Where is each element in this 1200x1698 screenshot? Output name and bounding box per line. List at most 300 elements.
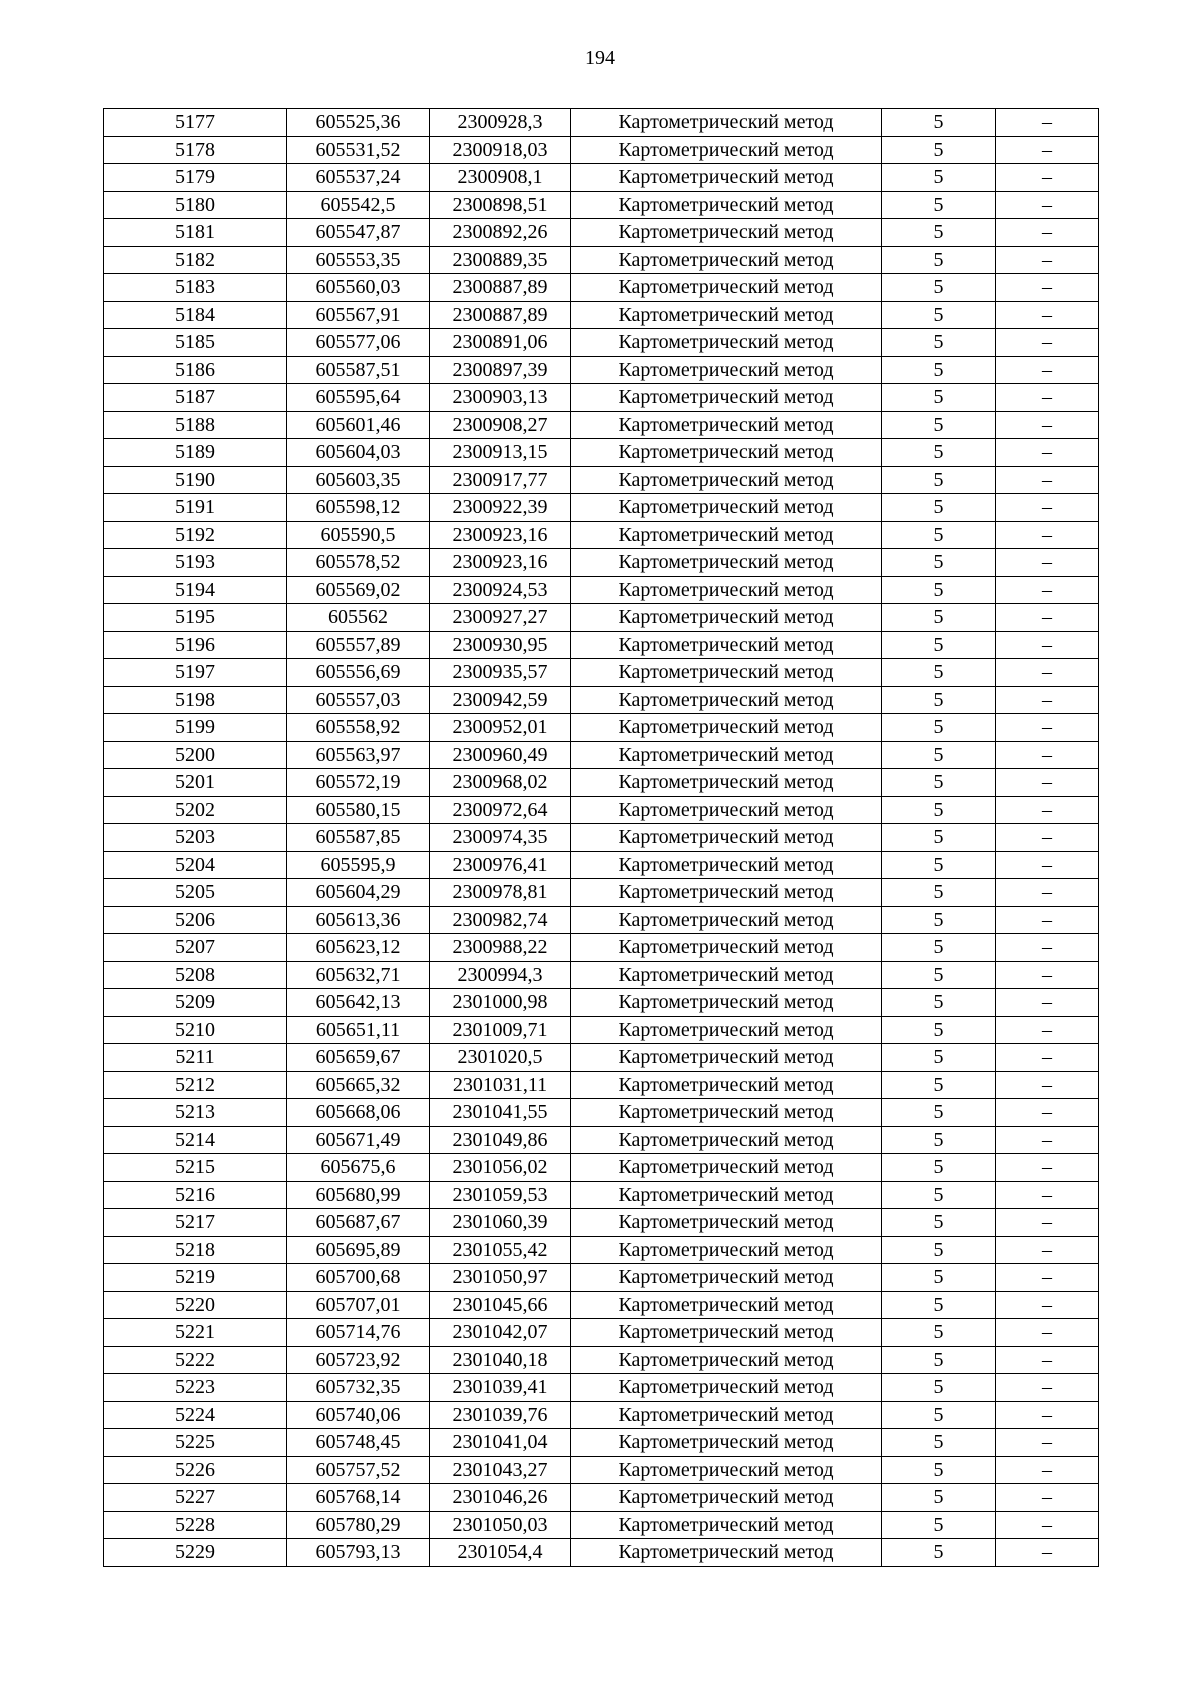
point-number-cell: 5191 (104, 494, 287, 522)
accuracy-cell: 5 (882, 1374, 996, 1402)
y-coordinate-cell: 2300923,16 (430, 521, 571, 549)
method-cell: Картометрический метод (571, 1126, 882, 1154)
table-row (104, 934, 1099, 962)
x-coordinate-cell: 605740,06 (287, 1401, 430, 1429)
y-coordinate-cell: 2300918,03 (430, 136, 571, 164)
x-coordinate-cell: 605587,51 (287, 356, 430, 384)
accuracy-cell: 5 (882, 136, 996, 164)
y-coordinate-cell: 2301046,26 (430, 1484, 571, 1512)
x-coordinate-cell: 605623,12 (287, 934, 430, 962)
accuracy-cell: 5 (882, 686, 996, 714)
point-number-cell: 5188 (104, 411, 287, 439)
accuracy-cell: 5 (882, 1264, 996, 1292)
y-coordinate-cell: 2300908,27 (430, 411, 571, 439)
point-number-cell: 5179 (104, 164, 287, 192)
y-coordinate-cell: 2301060,39 (430, 1209, 571, 1237)
y-coordinate-cell: 2300924,53 (430, 576, 571, 604)
note-cell: – (996, 714, 1099, 742)
method-cell: Картометрический метод (571, 274, 882, 302)
accuracy-cell: 5 (882, 301, 996, 329)
x-coordinate-cell: 605707,01 (287, 1291, 430, 1319)
table-row (104, 164, 1099, 192)
point-number-cell: 5200 (104, 741, 287, 769)
method-cell: Картометрический метод (571, 1016, 882, 1044)
table-row (104, 494, 1099, 522)
accuracy-cell: 5 (882, 521, 996, 549)
x-coordinate-cell: 605601,46 (287, 411, 430, 439)
accuracy-cell: 5 (882, 274, 996, 302)
point-number-cell: 5211 (104, 1044, 287, 1072)
y-coordinate-cell: 2300930,95 (430, 631, 571, 659)
note-cell: – (996, 1291, 1099, 1319)
table-row (104, 466, 1099, 494)
note-cell: – (996, 356, 1099, 384)
y-coordinate-cell: 2300927,27 (430, 604, 571, 632)
y-coordinate-cell: 2300923,16 (430, 549, 571, 577)
method-cell: Картометрический метод (571, 329, 882, 357)
table-row (104, 851, 1099, 879)
accuracy-cell: 5 (882, 879, 996, 907)
y-coordinate-cell: 2300928,3 (430, 109, 571, 137)
point-number-cell: 5202 (104, 796, 287, 824)
point-number-cell: 5229 (104, 1539, 287, 1567)
y-coordinate-cell: 2301050,03 (430, 1511, 571, 1539)
y-coordinate-cell: 2300891,06 (430, 329, 571, 357)
table-row (104, 1456, 1099, 1484)
method-cell: Картометрический метод (571, 1484, 882, 1512)
method-cell: Картометрический метод (571, 934, 882, 962)
table-row (104, 1291, 1099, 1319)
x-coordinate-cell: 605569,02 (287, 576, 430, 604)
note-cell: – (996, 906, 1099, 934)
accuracy-cell: 5 (882, 824, 996, 852)
accuracy-cell: 5 (882, 466, 996, 494)
x-coordinate-cell: 605567,91 (287, 301, 430, 329)
method-cell: Картометрический метод (571, 1236, 882, 1264)
y-coordinate-cell: 2301040,18 (430, 1346, 571, 1374)
note-cell: – (996, 631, 1099, 659)
note-cell: – (996, 989, 1099, 1017)
y-coordinate-cell: 2301041,55 (430, 1099, 571, 1127)
note-cell: – (996, 1319, 1099, 1347)
table-row (104, 906, 1099, 934)
point-number-cell: 5223 (104, 1374, 287, 1402)
x-coordinate-cell: 605723,92 (287, 1346, 430, 1374)
method-cell: Картометрический метод (571, 1456, 882, 1484)
y-coordinate-cell: 2301039,41 (430, 1374, 571, 1402)
accuracy-cell: 5 (882, 906, 996, 934)
point-number-cell: 5227 (104, 1484, 287, 1512)
y-coordinate-cell: 2301041,04 (430, 1429, 571, 1457)
x-coordinate-cell: 605732,35 (287, 1374, 430, 1402)
y-coordinate-cell: 2301043,27 (430, 1456, 571, 1484)
accuracy-cell: 5 (882, 1099, 996, 1127)
method-cell: Картометрический метод (571, 1099, 882, 1127)
note-cell: – (996, 1539, 1099, 1567)
accuracy-cell: 5 (882, 219, 996, 247)
accuracy-cell: 5 (882, 1319, 996, 1347)
accuracy-cell: 5 (882, 1429, 996, 1457)
note-cell: – (996, 411, 1099, 439)
method-cell: Картометрический метод (571, 1374, 882, 1402)
point-number-cell: 5222 (104, 1346, 287, 1374)
accuracy-cell: 5 (882, 796, 996, 824)
x-coordinate-cell: 605604,03 (287, 439, 430, 467)
y-coordinate-cell: 2301031,11 (430, 1071, 571, 1099)
x-coordinate-cell: 605580,15 (287, 796, 430, 824)
note-cell: – (996, 1484, 1099, 1512)
note-cell: – (996, 1456, 1099, 1484)
x-coordinate-cell: 605695,89 (287, 1236, 430, 1264)
y-coordinate-cell: 2300942,59 (430, 686, 571, 714)
x-coordinate-cell: 605560,03 (287, 274, 430, 302)
x-coordinate-cell: 605587,85 (287, 824, 430, 852)
table-row (104, 1099, 1099, 1127)
method-cell: Картометрический метод (571, 1209, 882, 1237)
point-number-cell: 5215 (104, 1154, 287, 1182)
x-coordinate-cell: 605687,67 (287, 1209, 430, 1237)
method-cell: Картометрический метод (571, 549, 882, 577)
y-coordinate-cell: 2300982,74 (430, 906, 571, 934)
note-cell: – (996, 1099, 1099, 1127)
point-number-cell: 5181 (104, 219, 287, 247)
y-coordinate-cell: 2301050,97 (430, 1264, 571, 1292)
coordinates-table (103, 108, 1099, 1567)
note-cell: – (996, 576, 1099, 604)
method-cell: Картометрический метод (571, 191, 882, 219)
note-cell: – (996, 1401, 1099, 1429)
method-cell: Картометрический метод (571, 686, 882, 714)
method-cell: Картометрический метод (571, 109, 882, 137)
note-cell: – (996, 686, 1099, 714)
note-cell: – (996, 1154, 1099, 1182)
point-number-cell: 5228 (104, 1511, 287, 1539)
accuracy-cell: 5 (882, 1181, 996, 1209)
table-row (104, 1374, 1099, 1402)
accuracy-cell: 5 (882, 494, 996, 522)
point-number-cell: 5208 (104, 961, 287, 989)
point-number-cell: 5226 (104, 1456, 287, 1484)
y-coordinate-cell: 2300887,89 (430, 274, 571, 302)
point-number-cell: 5187 (104, 384, 287, 412)
note-cell: – (996, 1181, 1099, 1209)
x-coordinate-cell: 605632,71 (287, 961, 430, 989)
method-cell: Картометрический метод (571, 769, 882, 797)
x-coordinate-cell: 605553,35 (287, 246, 430, 274)
method-cell: Картометрический метод (571, 384, 882, 412)
method-cell: Картометрический метод (571, 521, 882, 549)
table-row (104, 1319, 1099, 1347)
accuracy-cell: 5 (882, 659, 996, 687)
point-number-cell: 5212 (104, 1071, 287, 1099)
accuracy-cell: 5 (882, 1401, 996, 1429)
point-number-cell: 5190 (104, 466, 287, 494)
note-cell: – (996, 521, 1099, 549)
table-row (104, 274, 1099, 302)
method-cell: Картометрический метод (571, 961, 882, 989)
accuracy-cell: 5 (882, 576, 996, 604)
y-coordinate-cell: 2300917,77 (430, 466, 571, 494)
y-coordinate-cell: 2300978,81 (430, 879, 571, 907)
method-cell: Картометрический метод (571, 1429, 882, 1457)
method-cell: Картометрический метод (571, 1346, 882, 1374)
accuracy-cell: 5 (882, 1346, 996, 1374)
point-number-cell: 5205 (104, 879, 287, 907)
point-number-cell: 5199 (104, 714, 287, 742)
table-row (104, 219, 1099, 247)
point-number-cell: 5221 (104, 1319, 287, 1347)
y-coordinate-cell: 2300988,22 (430, 934, 571, 962)
page-number: 194 (585, 47, 615, 69)
accuracy-cell: 5 (882, 961, 996, 989)
point-number-cell: 5216 (104, 1181, 287, 1209)
y-coordinate-cell: 2300994,3 (430, 961, 571, 989)
accuracy-cell: 5 (882, 1154, 996, 1182)
method-cell: Картометрический метод (571, 741, 882, 769)
table-row (104, 769, 1099, 797)
accuracy-cell: 5 (882, 1044, 996, 1072)
method-cell: Картометрический метод (571, 576, 882, 604)
accuracy-cell: 5 (882, 1071, 996, 1099)
x-coordinate-cell: 605613,36 (287, 906, 430, 934)
note-cell: – (996, 191, 1099, 219)
x-coordinate-cell: 605671,49 (287, 1126, 430, 1154)
y-coordinate-cell: 2300908,1 (430, 164, 571, 192)
table-row (104, 1539, 1099, 1567)
x-coordinate-cell: 605642,13 (287, 989, 430, 1017)
accuracy-cell: 5 (882, 191, 996, 219)
note-cell: – (996, 879, 1099, 907)
table-row (104, 1126, 1099, 1154)
table-row (104, 1154, 1099, 1182)
accuracy-cell: 5 (882, 329, 996, 357)
y-coordinate-cell: 2301055,42 (430, 1236, 571, 1264)
y-coordinate-cell: 2301009,71 (430, 1016, 571, 1044)
y-coordinate-cell: 2300972,64 (430, 796, 571, 824)
method-cell: Картометрический метод (571, 1539, 882, 1567)
y-coordinate-cell: 2301049,86 (430, 1126, 571, 1154)
x-coordinate-cell: 605557,89 (287, 631, 430, 659)
method-cell: Картометрический метод (571, 411, 882, 439)
point-number-cell: 5195 (104, 604, 287, 632)
accuracy-cell: 5 (882, 741, 996, 769)
table-row (104, 439, 1099, 467)
table-row (104, 1346, 1099, 1374)
note-cell: – (996, 274, 1099, 302)
method-cell: Картометрический метод (571, 1401, 882, 1429)
point-number-cell: 5213 (104, 1099, 287, 1127)
method-cell: Картометрический метод (571, 1291, 882, 1319)
table-row (104, 659, 1099, 687)
point-number-cell: 5185 (104, 329, 287, 357)
point-number-cell: 5218 (104, 1236, 287, 1264)
note-cell: – (996, 1071, 1099, 1099)
method-cell: Картометрический метод (571, 1511, 882, 1539)
y-coordinate-cell: 2301045,66 (430, 1291, 571, 1319)
note-cell: – (996, 1346, 1099, 1374)
x-coordinate-cell: 605757,52 (287, 1456, 430, 1484)
point-number-cell: 5184 (104, 301, 287, 329)
point-number-cell: 5197 (104, 659, 287, 687)
x-coordinate-cell: 605562 (287, 604, 430, 632)
x-coordinate-cell: 605748,45 (287, 1429, 430, 1457)
method-cell: Картометрический метод (571, 1071, 882, 1099)
table-row (104, 1429, 1099, 1457)
x-coordinate-cell: 605598,12 (287, 494, 430, 522)
point-number-cell: 5189 (104, 439, 287, 467)
y-coordinate-cell: 2301020,5 (430, 1044, 571, 1072)
table-row (104, 824, 1099, 852)
x-coordinate-cell: 605793,13 (287, 1539, 430, 1567)
table-row (104, 1236, 1099, 1264)
note-cell: – (996, 1016, 1099, 1044)
x-coordinate-cell: 605563,97 (287, 741, 430, 769)
method-cell: Картометрический метод (571, 219, 882, 247)
table-row (104, 686, 1099, 714)
table-row (104, 1401, 1099, 1429)
point-number-cell: 5204 (104, 851, 287, 879)
table-row (104, 191, 1099, 219)
method-cell: Картометрический метод (571, 439, 882, 467)
table-row (104, 136, 1099, 164)
table-row (104, 879, 1099, 907)
accuracy-cell: 5 (882, 1236, 996, 1264)
table-row (104, 1209, 1099, 1237)
point-number-cell: 5225 (104, 1429, 287, 1457)
note-cell: – (996, 741, 1099, 769)
y-coordinate-cell: 2301059,53 (430, 1181, 571, 1209)
table-row (104, 521, 1099, 549)
x-coordinate-cell: 605659,67 (287, 1044, 430, 1072)
y-coordinate-cell: 2300922,39 (430, 494, 571, 522)
note-cell: – (996, 466, 1099, 494)
x-coordinate-cell: 605557,03 (287, 686, 430, 714)
method-cell: Картометрический метод (571, 1264, 882, 1292)
point-number-cell: 5206 (104, 906, 287, 934)
accuracy-cell: 5 (882, 246, 996, 274)
note-cell: – (996, 1126, 1099, 1154)
method-cell: Картометрический метод (571, 1154, 882, 1182)
accuracy-cell: 5 (882, 1484, 996, 1512)
table-row (104, 384, 1099, 412)
x-coordinate-cell: 605525,36 (287, 109, 430, 137)
table-row (104, 246, 1099, 274)
y-coordinate-cell: 2300974,35 (430, 824, 571, 852)
accuracy-cell: 5 (882, 411, 996, 439)
x-coordinate-cell: 605604,29 (287, 879, 430, 907)
table-row (104, 714, 1099, 742)
y-coordinate-cell: 2300935,57 (430, 659, 571, 687)
note-cell: – (996, 549, 1099, 577)
point-number-cell: 5194 (104, 576, 287, 604)
accuracy-cell: 5 (882, 631, 996, 659)
method-cell: Картометрический метод (571, 906, 882, 934)
x-coordinate-cell: 605556,69 (287, 659, 430, 687)
note-cell: – (996, 301, 1099, 329)
note-cell: – (996, 934, 1099, 962)
x-coordinate-cell: 605542,5 (287, 191, 430, 219)
x-coordinate-cell: 605700,68 (287, 1264, 430, 1292)
point-number-cell: 5224 (104, 1401, 287, 1429)
point-number-cell: 5196 (104, 631, 287, 659)
x-coordinate-cell: 605531,52 (287, 136, 430, 164)
x-coordinate-cell: 605714,76 (287, 1319, 430, 1347)
x-coordinate-cell: 605595,9 (287, 851, 430, 879)
accuracy-cell: 5 (882, 1539, 996, 1567)
x-coordinate-cell: 605668,06 (287, 1099, 430, 1127)
y-coordinate-cell: 2300903,13 (430, 384, 571, 412)
x-coordinate-cell: 605572,19 (287, 769, 430, 797)
x-coordinate-cell: 605603,35 (287, 466, 430, 494)
note-cell: – (996, 109, 1099, 137)
point-number-cell: 5210 (104, 1016, 287, 1044)
table-row (104, 329, 1099, 357)
point-number-cell: 5201 (104, 769, 287, 797)
table-row (104, 1071, 1099, 1099)
accuracy-cell: 5 (882, 604, 996, 632)
method-cell: Картометрический метод (571, 356, 882, 384)
note-cell: – (996, 246, 1099, 274)
point-number-cell: 5186 (104, 356, 287, 384)
point-number-cell: 5182 (104, 246, 287, 274)
method-cell: Картометрический метод (571, 1044, 882, 1072)
point-number-cell: 5220 (104, 1291, 287, 1319)
point-number-cell: 5203 (104, 824, 287, 852)
point-number-cell: 5198 (104, 686, 287, 714)
x-coordinate-cell: 605675,6 (287, 1154, 430, 1182)
accuracy-cell: 5 (882, 1016, 996, 1044)
method-cell: Картометрический метод (571, 494, 882, 522)
x-coordinate-cell: 605651,11 (287, 1016, 430, 1044)
method-cell: Картометрический метод (571, 136, 882, 164)
point-number-cell: 5219 (104, 1264, 287, 1292)
table-row (104, 356, 1099, 384)
accuracy-cell: 5 (882, 164, 996, 192)
table-row (104, 411, 1099, 439)
accuracy-cell: 5 (882, 714, 996, 742)
y-coordinate-cell: 2300968,02 (430, 769, 571, 797)
method-cell: Картометрический метод (571, 164, 882, 192)
point-number-cell: 5193 (104, 549, 287, 577)
y-coordinate-cell: 2300887,89 (430, 301, 571, 329)
note-cell: – (996, 659, 1099, 687)
method-cell: Картометрический метод (571, 989, 882, 1017)
method-cell: Картометрический метод (571, 1181, 882, 1209)
x-coordinate-cell: 605680,99 (287, 1181, 430, 1209)
y-coordinate-cell: 2301039,76 (430, 1401, 571, 1429)
x-coordinate-cell: 605665,32 (287, 1071, 430, 1099)
accuracy-cell: 5 (882, 1126, 996, 1154)
note-cell: – (996, 1429, 1099, 1457)
x-coordinate-cell: 605590,5 (287, 521, 430, 549)
method-cell: Картометрический метод (571, 1319, 882, 1347)
point-number-cell: 5209 (104, 989, 287, 1017)
method-cell: Картометрический метод (571, 824, 882, 852)
table-row (104, 1511, 1099, 1539)
note-cell: – (996, 1511, 1099, 1539)
table-row (104, 796, 1099, 824)
table-row (104, 961, 1099, 989)
point-number-cell: 5192 (104, 521, 287, 549)
x-coordinate-cell: 605595,64 (287, 384, 430, 412)
table-row (104, 631, 1099, 659)
accuracy-cell: 5 (882, 1291, 996, 1319)
x-coordinate-cell: 605537,24 (287, 164, 430, 192)
accuracy-cell: 5 (882, 1209, 996, 1237)
note-cell: – (996, 219, 1099, 247)
accuracy-cell: 5 (882, 851, 996, 879)
y-coordinate-cell: 2301000,98 (430, 989, 571, 1017)
